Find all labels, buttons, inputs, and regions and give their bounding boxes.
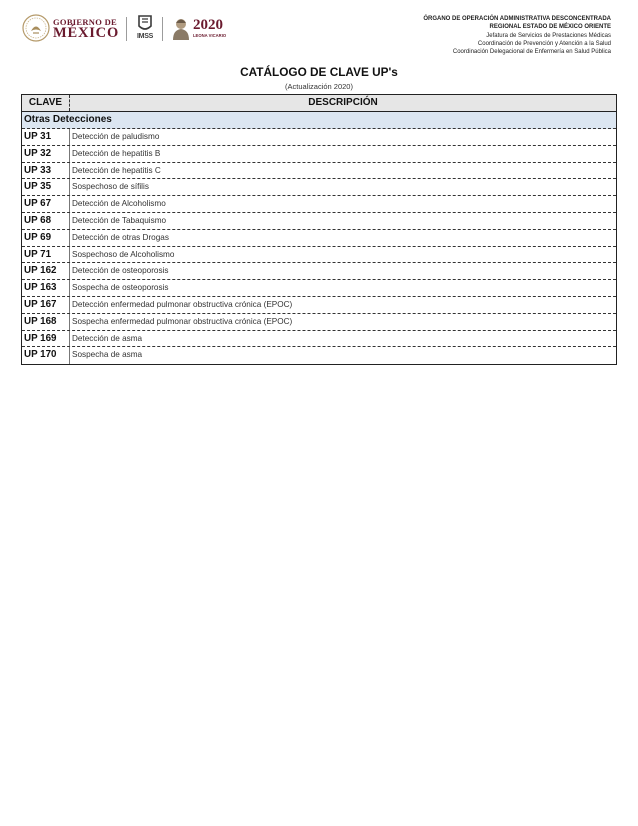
clave-cell: UP 32 [22,146,70,162]
national-emblem-icon [22,14,50,42]
descripcion-cell: Detección de hepatitis C [72,165,161,175]
table-row [22,163,616,180]
clave-cell: UP 31 [22,129,70,145]
descripcion-cell: Sospecha enfermedad pulmonar obstructiva crónica (EPOC) [72,316,293,326]
clave-cell: UP 168 [22,314,70,330]
table-row [22,196,616,213]
table-body [22,129,616,364]
catalog-table [21,94,617,365]
column-header-clave: CLAVE [22,95,70,111]
org-line: Jefatura de Servicios de Prestaciones Médicas [486,32,611,39]
table-row [22,297,616,314]
table-header [22,95,616,112]
descripcion-cell: Detección de hepatitis B [72,148,161,158]
clave-cell: UP 67 [22,196,70,212]
clave-cell: UP 162 [22,263,70,279]
clave-cell: UP 33 [22,163,70,179]
table-row [22,314,616,331]
table-row [22,331,616,348]
clave-cell: UP 71 [22,247,70,263]
descripcion-cell: Detección de osteoporosis [72,266,169,276]
descripcion-cell: Detección de otras Drogas [72,232,169,242]
clave-cell: UP 68 [22,213,70,229]
org-line: Coordinación de Prevención y Atención a la Salud [477,40,611,47]
descripcion-cell: Detección de Tabaquismo [72,215,167,225]
page-subtitle: (Actualización 2020) [285,82,353,91]
descripcion-cell: Sospechoso de sífilis [72,182,149,192]
descripcion-cell: Detección enfermedad pulmonar obstructiva crónica (EPOC) [72,299,293,309]
logo-divider [126,17,127,41]
gob-line2: MÉXICO [53,25,120,41]
clave-cell: UP 35 [22,179,70,195]
imss-eagle-icon [132,15,158,33]
descripcion-cell: Detección de asma [72,333,143,343]
clave-cell: UP 170 [22,347,70,364]
table-row [22,146,616,163]
table-row [22,263,616,280]
clave-cell: UP 163 [22,280,70,296]
descripcion-cell: Detección de paludismo [72,132,160,141]
descripcion-cell: Sospechoso de Alcoholismo [72,249,175,259]
clave-cell: UP 167 [22,297,70,313]
table-row [22,230,616,247]
year-label: 2020 [193,17,223,33]
table-row [22,129,616,146]
table-row [22,247,616,264]
column-header-descripcion: DESCRIPCIÓN [308,97,378,108]
logo-divider [162,17,163,41]
descripcion-cell: Detección de Alcoholismo [72,199,166,209]
page-title: CATÁLOGO DE CLAVE UP's [240,65,398,79]
table-row [22,280,616,297]
gobierno-mexico-logo [22,14,122,44]
group-header: Otras Detecciones [22,112,616,129]
clave-cell: UP 69 [22,230,70,246]
descripcion-cell: Sospecha de asma [72,350,143,360]
org-line: REGIONAL ESTADO DE MÉXICO ORIENTE [489,24,611,31]
leona-vicario-portrait-icon [170,16,192,40]
table-row [22,347,616,364]
org-line: ÓRGANO DE OPERACIÓN ADMINISTRATIVA DESCONCENTRADA [423,16,611,22]
year-sub-label: LEONA VICARIO [193,33,227,38]
org-line: Coordinación Delegacional de Enfermería en Salud Pública [452,49,611,56]
table-row [22,179,616,196]
table-row [22,213,616,230]
document-header [0,0,638,56]
imss-label: IMSS [137,33,153,40]
imss-logo [132,15,158,43]
organization-info [423,15,611,56]
year-2020-logo [170,16,236,42]
descripcion-cell: Sospecha de osteoporosis [72,283,169,293]
gob-line1: GOBIERNO DE [53,17,117,27]
clave-cell: UP 169 [22,331,70,347]
